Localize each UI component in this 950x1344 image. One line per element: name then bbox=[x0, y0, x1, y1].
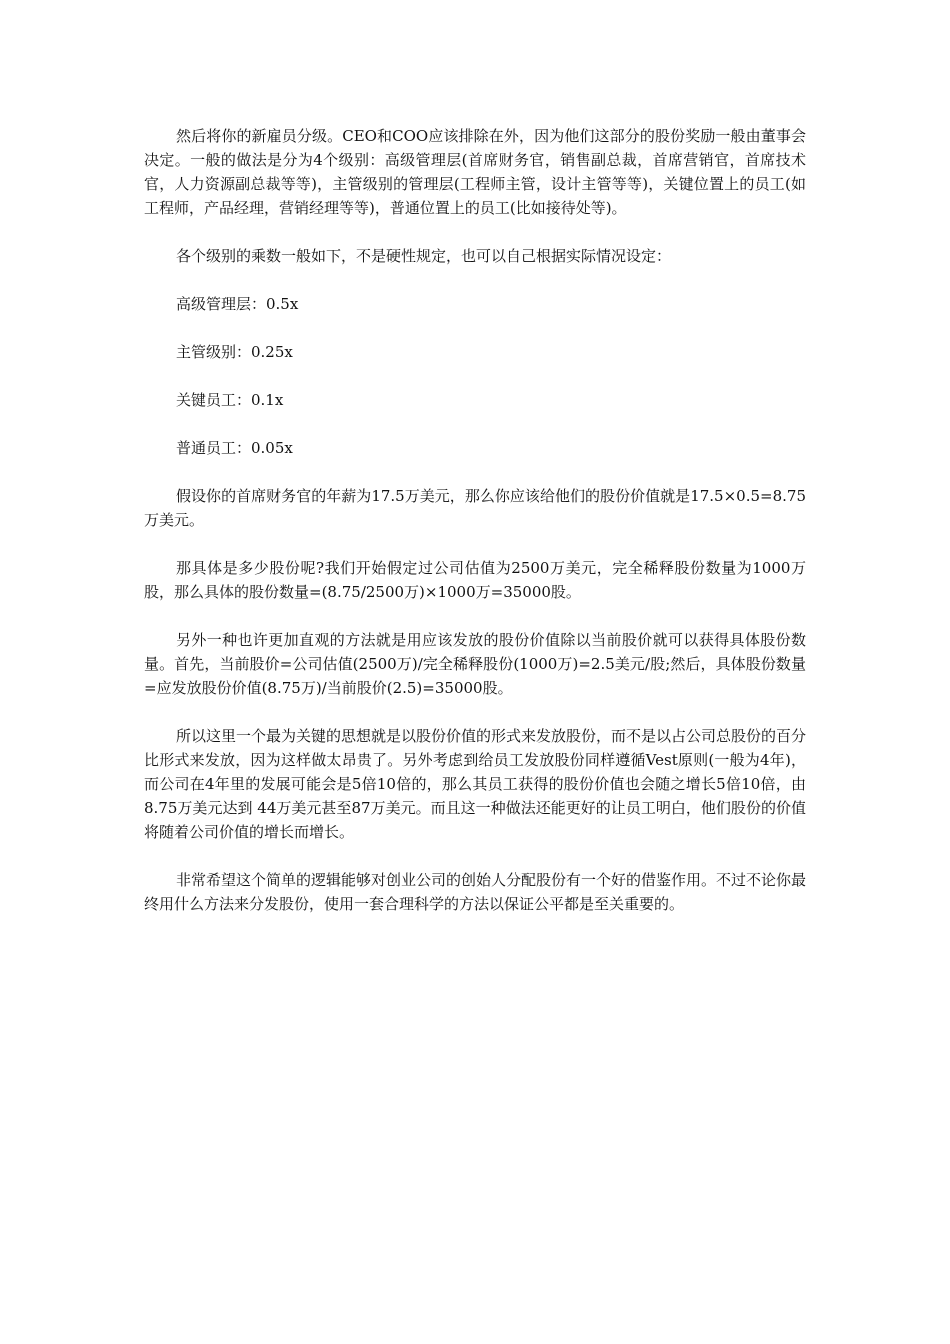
document-body bbox=[144, 124, 806, 940]
multiplier-senior-management: 高级管理层：0.5x bbox=[176, 295, 299, 313]
paragraph-multiplier-intro: 各个级别的乘数一般如下，不是硬性规定，也可以自己根据实际情况设定： bbox=[176, 247, 672, 265]
paragraph-share-calculation: 那具体是多少股份呢?我们开始假定过公司估值为2500万美元，完全稀释股份数量为1000万股，那么具体的股份数量=(8.75/2500万)×1000万=35000股。 bbox=[144, 559, 806, 601]
paragraph-key-idea: 所以这里一个最为关键的思想就是以股份价值的形式来发放股份，而不是以占公司总股份的百分比形式来发放，因为这样做太昂贵了。另外考虑到给员工发放股份同样遵循Vest原则(一般为4年)，而公司在4年里的发展可能会是5倍10倍的，那么其员工获得的股份价值也会随之增长5倍10倍，由8.75万美元达到 44万美元甚至87万美元。而且这一种做法还能更好的让员工明白，他们股份的价值将随着公司价值的增长而增长。 bbox=[144, 727, 807, 841]
paragraph-cfo-example: 假设你的首席财务官的年薪为17.5万美元，那么你应该给他们的股份价值就是17.5×0.5=8.75万美元。 bbox=[144, 487, 806, 529]
multiplier-key-employee: 关键员工：0.1x bbox=[176, 391, 284, 409]
multiplier-regular-employee: 普通员工：0.05x bbox=[176, 439, 293, 457]
paragraph-employee-levels: 然后将你的新雇员分级。CEO和COO应该排除在外，因为他们这部分的股份奖励一般由董事会决定。一般的做法是分为4个级别：高级管理层(首席财务官，销售副总裁，首席营销官，首席技术官，人力资源副总裁等等)，主管级别的管理层(工程师主管，设计主管等等)，关键位置上的员工(如工程师，产品经理，营销经理等等)，普通位置上的员工(比如接待处等)。 bbox=[144, 127, 806, 217]
paragraph-alternative-method: 另外一种也许更加直观的方法就是用应该发放的股份价值除以当前股价就可以获得具体股份数量。首先，当前股价=公司估值(2500万)/完全稀释股份(1000万)=2.5美元/股;然后，具体股份数量=应发放股份价值(8.75万)/当前股价(2.5)=35000股。 bbox=[144, 631, 806, 697]
multiplier-supervisor: 主管级别：0.25x bbox=[176, 343, 293, 361]
paragraph-conclusion: 非常希望这个简单的逻辑能够对创业公司的创始人分配股份有一个好的借鉴作用。不过不论你最终用什么方法来分发股份，使用一套合理科学的方法以保证公平都是至关重要的。 bbox=[144, 871, 807, 913]
